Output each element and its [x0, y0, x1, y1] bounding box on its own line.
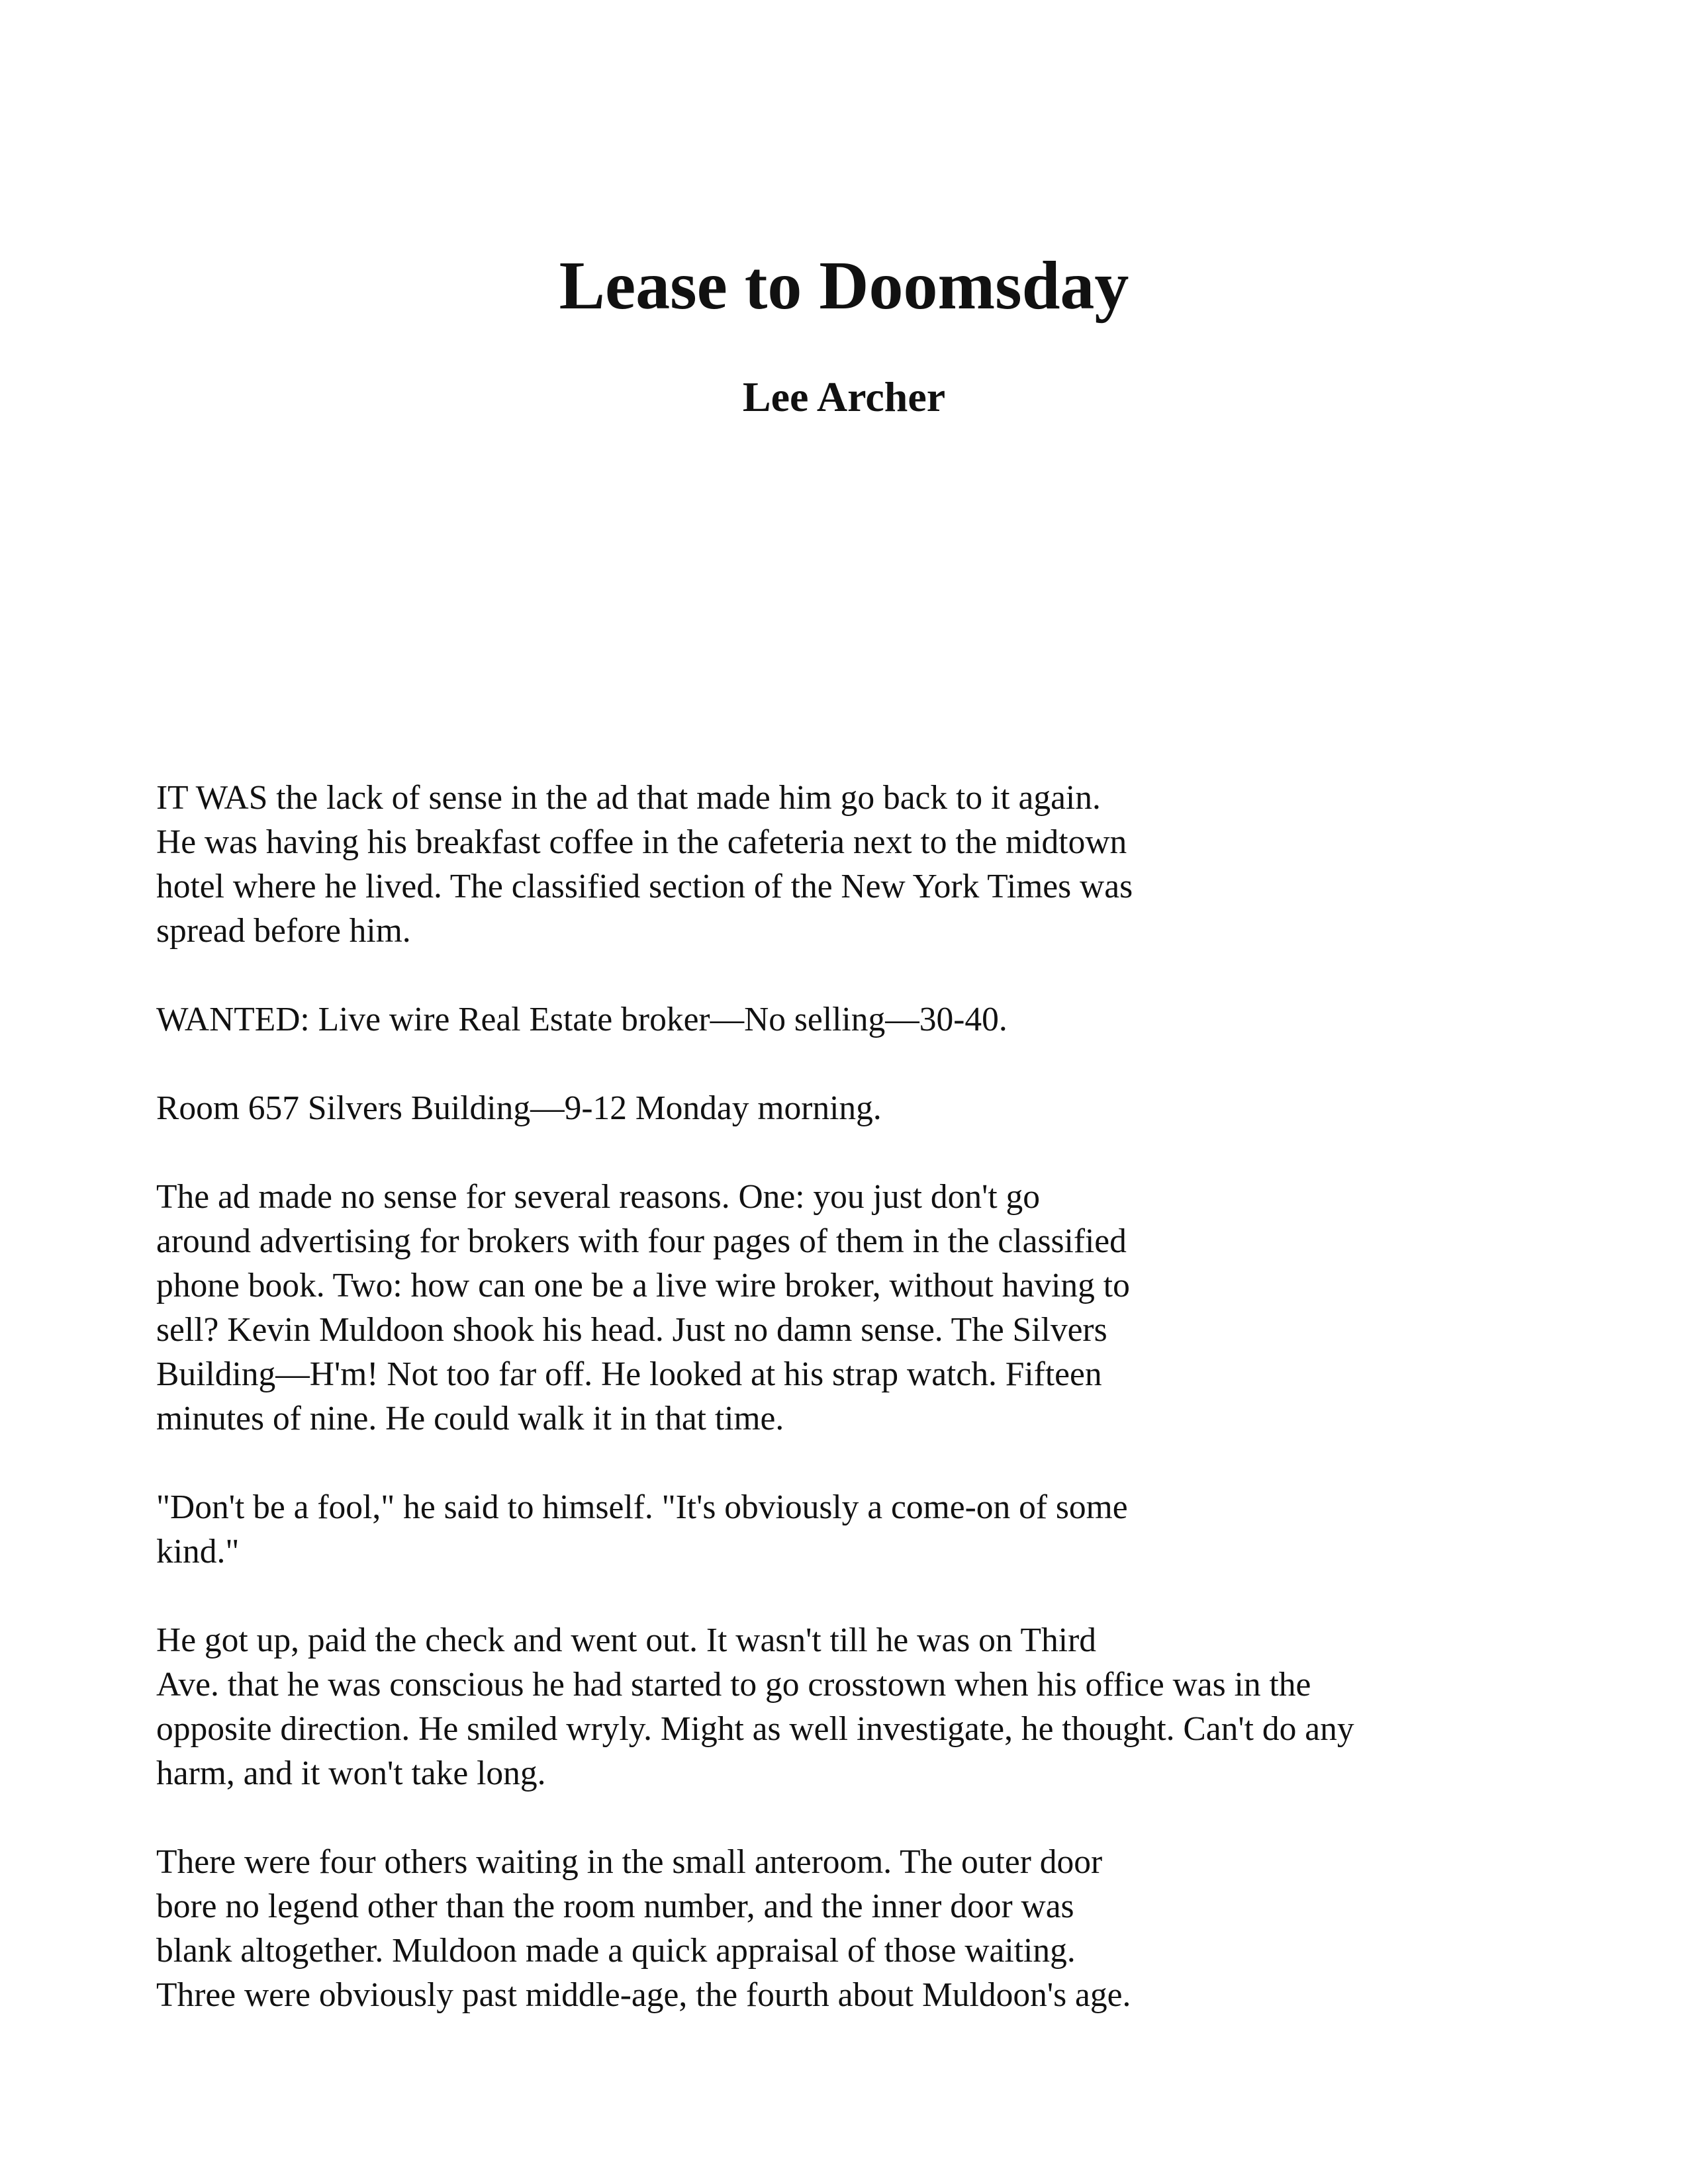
text-line: harm, and it won't take long. [156, 1754, 546, 1792]
text-line: spread before him. [156, 912, 411, 950]
paragraph-6 [156, 1618, 1546, 1796]
text-line: minutes of nine. He could walk it in that time. [156, 1400, 784, 1437]
paragraph-2 [156, 997, 1546, 1042]
text-line: Building—H'm! Not too far off. He looked at his strap watch. Fifteen [156, 1355, 1102, 1393]
story-title: Lease to Doomsday [559, 248, 1129, 324]
text-line: kind." [156, 1533, 240, 1570]
text-line: Ave. that he was conscious he had started to go crosstown when his office was in the [156, 1666, 1311, 1704]
paragraph-4 [156, 1175, 1546, 1441]
text-line: blank altogether. Muldoon made a quick appraisal of those waiting. [156, 1932, 1076, 1970]
text-line: WANTED: Live wire Real Estate broker—No selling—30-40. [156, 1001, 1008, 1038]
text-line: Room 657 Silvers Building—9-12 Monday morning. [156, 1089, 882, 1127]
text-line: IT WAS the lack of sense in the ad that made him go back to it again. [156, 779, 1101, 817]
paragraph-5 [156, 1485, 1546, 1574]
text-line: opposite direction. He smiled wryly. Might as well investigate, he thought. Can't do any [156, 1710, 1354, 1748]
paragraph-1 [156, 776, 1546, 953]
text-line: around advertising for brokers with four pages of them in the classified [156, 1222, 1127, 1260]
text-line: The ad made no sense for several reasons. One: you just don't go [156, 1178, 1041, 1216]
paragraph-7 [156, 1840, 1546, 2017]
text-line: bore no legend other than the room number, and the inner door was [156, 1888, 1074, 1925]
text-line: He was having his breakfast coffee in the cafeteria next to the midtown [156, 823, 1127, 861]
story-body [156, 776, 1546, 2062]
text-line: phone book. Two: how can one be a live wire broker, without having to [156, 1267, 1130, 1304]
text-line: Three were obviously past middle-age, the fourth about Muldoon's age. [156, 1976, 1131, 2014]
text-line: sell? Kevin Muldoon shook his head. Just no damn sense. The Silvers [156, 1311, 1107, 1349]
story-author: Lee Archer [742, 373, 946, 420]
text-line: There were four others waiting in the small anteroom. The outer door [156, 1843, 1103, 1881]
text-line: "Don't be a fool," he said to himself. "It's obviously a come-on of some [156, 1488, 1128, 1526]
text-line: hotel where he lived. The classified section of the New York Times was [156, 868, 1133, 905]
text-line: He got up, paid the check and went out. It wasn't till he was on Third [156, 1621, 1096, 1659]
paragraph-3 [156, 1086, 1546, 1130]
